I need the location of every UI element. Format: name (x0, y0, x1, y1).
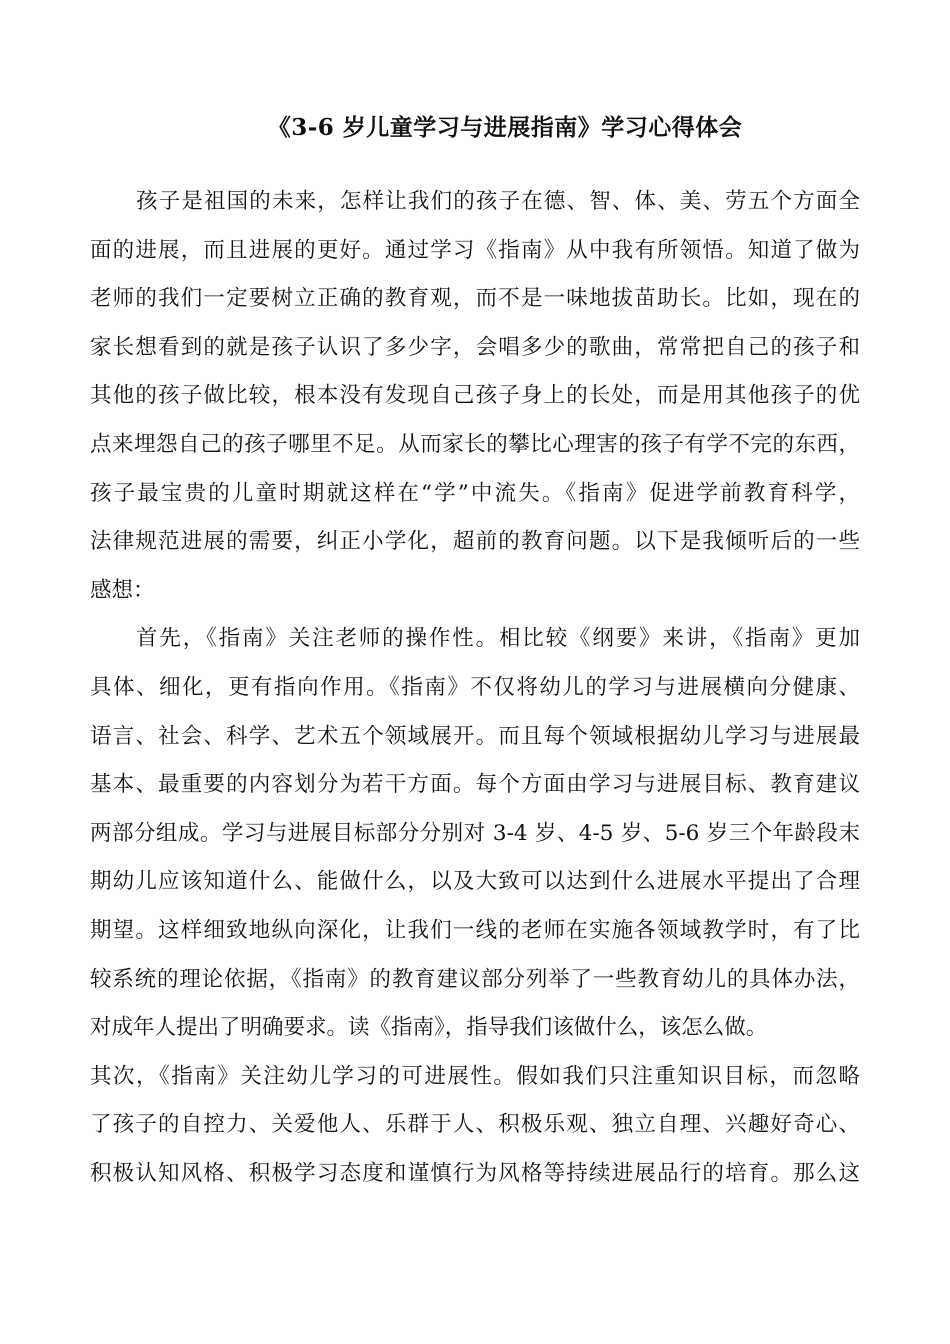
text-line: 两部分组成。学习与进展目标部分分别对 3-4 岁、4-5 岁、5-6 岁三个年龄段末 (90, 820, 860, 846)
text-line: 积极认知风格、积极学习态度和谨慎行为风格等持续进展品行的培育。那么这 (90, 1160, 860, 1186)
text-line: 法律规范进展的需要，纠正小学化，超前的教育问题。以下是我倾听后的一些 (90, 529, 860, 555)
text-line: 其他的孩子做比较，根本没有发现自己孩子身上的长处，而是用其他孩子的优 (90, 383, 860, 409)
text-line: 老师的我们一定要树立正确的教育观，而不是一味地拔苗助长。比如，现在的 (90, 286, 860, 312)
text-line: 其次，《指南》关注幼儿学习的可进展性。假如我们只注重知识目标，而忽略 (90, 1063, 860, 1089)
text-line: 首先，《指南》关注老师的操作性。相比较《纲要》来讲，《指南》更加 (136, 626, 860, 652)
text-line: 感想： (90, 577, 155, 603)
text-line: 孩子是祖国的未来，怎样让我们的孩子在德、智、体、美、劳五个方面全 (136, 189, 860, 214)
text-line: 期望。这样细致地纵向深化，让我们一线的老师在实施各领域教学时，有了比 (90, 917, 860, 943)
text-line: 语言、社会、科学、艺术五个领域展开。而且每个领域根据幼儿学习与进展最 (90, 723, 860, 749)
text-line: 基本、最重要的内容划分为若干方面。每个方面由学习与进展目标、教育建议 (90, 772, 860, 798)
text-line: 期幼儿应该知道什么、能做什么，以及大致可以达到什么进展水平提出了合理 (90, 869, 860, 895)
text-line: 点来埋怨自己的孩子哪里不足。从而家长的攀比心理害的孩子有学不完的东西， (90, 431, 860, 457)
document-title: 《3-6 岁儿童学习与进展指南》学习心得体会 (267, 114, 743, 141)
document-body (90, 178, 860, 1198)
text-line: 了孩子的自控力、关爱他人、乐群于人、积极乐观、独立自理、兴趣好奇心、 (90, 1112, 860, 1138)
text-line: 孩子最宝贵的儿童时期就这样在“学”中流失。《指南》促进学前教育科学， (90, 480, 860, 506)
text-line: 面的进展，而且进展的更好。通过学习《指南》从中我有所领悟。知道了做为 (90, 237, 860, 263)
text-line: 家长想看到的就是孩子认识了多少字，会唱多少的歌曲，常常把自己的孩子和 (90, 334, 860, 360)
text-line: 对成年人提出了明确要求。读《指南》，指导我们该做什么，该怎么做。 (90, 1015, 768, 1041)
text-line: 具体、细化，更有指向作用。《指南》不仅将幼儿的学习与进展横向分健康、 (90, 674, 860, 700)
text-line: 较系统的理论依据，《指南》的教育建议部分列举了一些教育幼儿的具体办法， (90, 966, 860, 992)
